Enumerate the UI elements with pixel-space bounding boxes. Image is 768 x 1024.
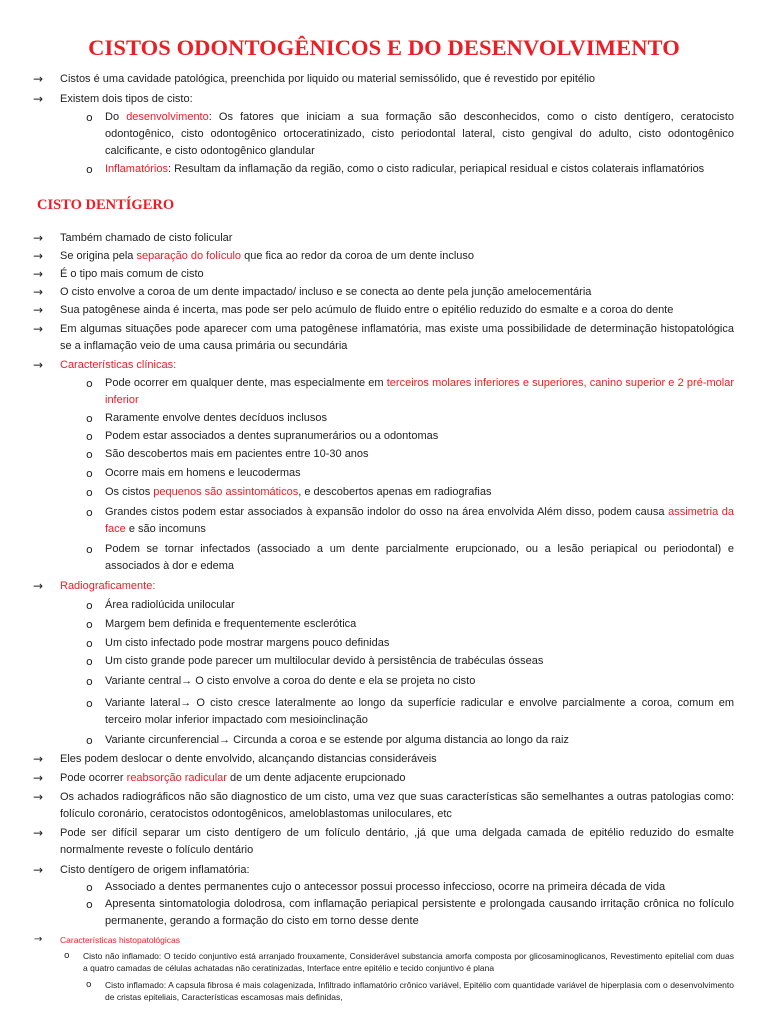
item-text: Variante lateral→ O cisto cresce lateralmente ao longo da superfície radicular e envolve parcialmente a coroa, comum em terceiro molar inferior impactado com mesioinclinação [105,697,734,726]
list-item [86,673,734,690]
list-item [33,321,734,355]
list-item [86,465,734,482]
arrow-icon: → [33,771,44,785]
arrow-icon: → [33,267,44,281]
item-text: Apresenta sintomatologia dolodrosa, com inflamação periapical persistente e prolongada causando irritação crônica no folículo permanente, gerando a formação do cisto em torno desse dente [105,898,734,927]
bullet-icon: o [86,898,93,911]
list-item [86,896,734,930]
list-item [86,410,734,427]
bullet-icon: o [86,111,93,124]
item-text: Raramente envolve dentes decíduos inclusos [105,412,327,424]
list-item [86,484,734,501]
list-item [33,71,734,88]
item-text: Cisto dentígero de origem inflamatória: [60,864,250,876]
item-text: Pode ser difícil separar um cisto dentígero de um folículo dentário, ,já que uma delgada camada de epitélio reduzido do esmalte normalmente reveste o folículo dentário [60,827,734,856]
bullet-icon: o [86,980,92,990]
item-text: Um cisto grande pode parecer um multilocular devido à persistência de trabéculas ósseas [105,655,544,667]
list-item [86,446,734,463]
item-text: Grandes cistos podem estar associados à expansão indolor do osso na área envolvida Além disso, podem causa assimetria da face e são incomuns [105,506,734,535]
list-item [33,357,734,374]
item-text: Também chamado de cisto folicular [60,232,233,244]
bullet-icon: o [86,412,93,425]
item-text: Variante circunferencial→ Circunda a coroa e se estende por alguma distancia ao longo da raiz [105,734,569,746]
item-text: Existem dois tipos de cisto: [60,93,193,105]
item-text: Pode ocorrer reabsorção radicular de um dente adjacente erupcionado [60,772,406,784]
bullet-icon: o [86,655,93,668]
bullet-icon: o [86,163,93,176]
item-text: Inflamatórios: Resultam da inflamação da região, como o cisto radicular, periapical residual e cistos colaterais inflamatórios [105,163,705,175]
list-item [33,751,734,768]
item-text: Margem bem definida e frequentemente esclerótica [105,618,357,630]
bullet-icon: o [86,881,93,894]
item-text: Pode ocorrer em qualquer dente, mas especialmente em terceiros molares inferiores e superiores, canino superior e 2 pré-molar inferior [105,377,734,406]
item-text: O cisto envolve a coroa de um dente impactado/ incluso e se conecta ao dente pela junção amelocementária [60,286,592,298]
list-item [33,248,734,265]
item-text: Características histopatológicas [60,935,181,945]
list-item [33,230,734,247]
arrow-icon: → [33,303,44,317]
arrow-icon: → [33,358,44,372]
item-text: Radiograficamente: [60,580,156,592]
arrow-icon: → [33,826,44,840]
list-item [33,284,734,301]
item-text: Associado a dentes permanentes cujo o antecessor possui processo infeccioso, ocorre na primeira década de vida [105,881,666,893]
item-text: São descobertos mais em pacientes entre 10-30 anos [105,448,369,460]
item-text: Os achados radiográficos não são diagnostico de um cisto, uma vez que suas características são semelhantes a outras patologias como: folículo coronário, ceratocistos odontogênicos, ameloblastomas uniloculares, etc [60,791,734,820]
bullet-icon: o [64,951,70,961]
list-item [33,266,734,283]
list-item [86,541,734,575]
bullet-icon: o [86,486,93,499]
list-item [86,109,734,160]
bullet-icon: o [86,599,93,612]
arrow-icon: → [33,231,44,245]
section-title: CISTO DENTÍGERO [37,197,175,213]
arrow-icon: → [33,285,44,299]
item-text: Os cistos pequenos são assintomáticos, e descobertos apenas em radiografias [105,486,492,498]
arrow-icon: → [34,934,43,945]
item-text: Características clínicas: [60,359,177,371]
page-title: CISTOS ODONTOGÊNICOS E DO DESENVOLVIMENTO [88,35,680,60]
arrow-icon: → [33,322,44,336]
item-text: Ocorre mais em homens e leucodermas [105,467,301,479]
item-text: Sua patogênese ainda é incerta, mas pode ser pelo acúmulo de fluido entre o epitélio reduzido do esmalte e a coroa do dente [60,304,674,316]
list-item [34,934,734,946]
list-item [33,789,734,823]
item-text: Área radiolúcida unilocular [105,599,235,611]
bullet-icon: o [86,675,93,688]
list-item [33,825,734,859]
item-text: Um cisto infectado pode mostrar margens pouco definidas [105,637,390,649]
list-item [33,578,734,595]
item-text: Do desenvolvimento: Os fatores que iniciam a sua formação são desconhecidos, como o cisto dentígero, ceratocisto odontogênico, cisto odontogênico ortoceratinizado, cisto periodontal lateral, cisto gengival do adulto, cisto odontogênico calcificante, e cisto odontogênico glandular [105,111,734,157]
list-item [86,428,734,445]
arrow-icon: → [33,249,44,263]
list-item [86,504,734,538]
arrow-icon: → [33,863,44,877]
list-item [33,91,734,108]
item-text: Em algumas situações pode aparecer com uma patogênese inflamatória, mas existe uma possibilidade de determinação histopatológica se a inflamação veio de uma causa primária ou secundária [60,323,734,352]
list-item [64,950,734,974]
arrow-icon: → [33,790,44,804]
list-item [86,879,734,896]
bullet-icon: o [86,637,93,650]
list-item [86,616,734,633]
list-item [86,695,734,729]
item-text: Cisto inflamado: A capsula fibrosa é mais colagenizada, Infiltrado inflamatório crônico variável, Epitélio com quantidade variável de hiperplasia com o desenvolvimento de cristas epiteliais, Características escamosas mais definidas, [105,980,734,1002]
item-text: Cisto não inflamado: O tecido conjuntivo está arranjado frouxamente, Considerável substancia amorfa composta por glicosaminoglicanos, Revestimento epitelial com duas a quatro camadas de células achatadas não ceratinizadas, Interface entre epitélio e tecido conjuntivo é plana [83,951,734,973]
bullet-icon: o [86,467,93,480]
list-item [86,653,734,670]
item-text: Eles podem deslocar o dente envolvido, alcançando distancias consideráveis [60,753,437,765]
bullet-icon: o [86,506,93,519]
list-item [86,979,734,1003]
item-text: Podem se tornar infectados (associado a um dente parcialmente erupcionado, ou a lesão periapical ou periodontal) e associados à dor e edema [105,543,734,572]
list-item [86,161,734,178]
bullet-icon: o [86,618,93,631]
bullet-icon: o [86,734,93,747]
list-item [33,770,734,787]
arrow-icon: → [33,92,44,106]
bullet-icon: o [86,377,93,390]
arrow-icon: → [33,752,44,766]
item-text: Se origina pela separação do folículo que fica ao redor da coroa de um dente incluso [60,250,475,262]
list-item [33,862,734,879]
item-text: É o tipo mais comum de cisto [60,268,204,280]
list-item [33,302,734,319]
bullet-icon: o [86,448,93,461]
list-item [86,375,734,409]
item-text: Variante central→ O cisto envolve a coroa do dente e ela se projeta no cisto [105,675,476,687]
bullet-icon: o [86,543,93,556]
arrow-icon: → [33,72,44,86]
bullet-icon: o [86,697,93,710]
item-text: Podem estar associados a dentes supranumerários ou a odontomas [105,430,439,442]
item-text: Cistos é uma cavidade patológica, preenchida por liquido ou material semissólido, que é revestido por epitélio [60,73,596,85]
arrow-icon: → [33,579,44,593]
bullet-icon: o [86,430,93,443]
list-item [86,635,734,652]
list-item [86,732,734,749]
list-item [86,597,734,614]
